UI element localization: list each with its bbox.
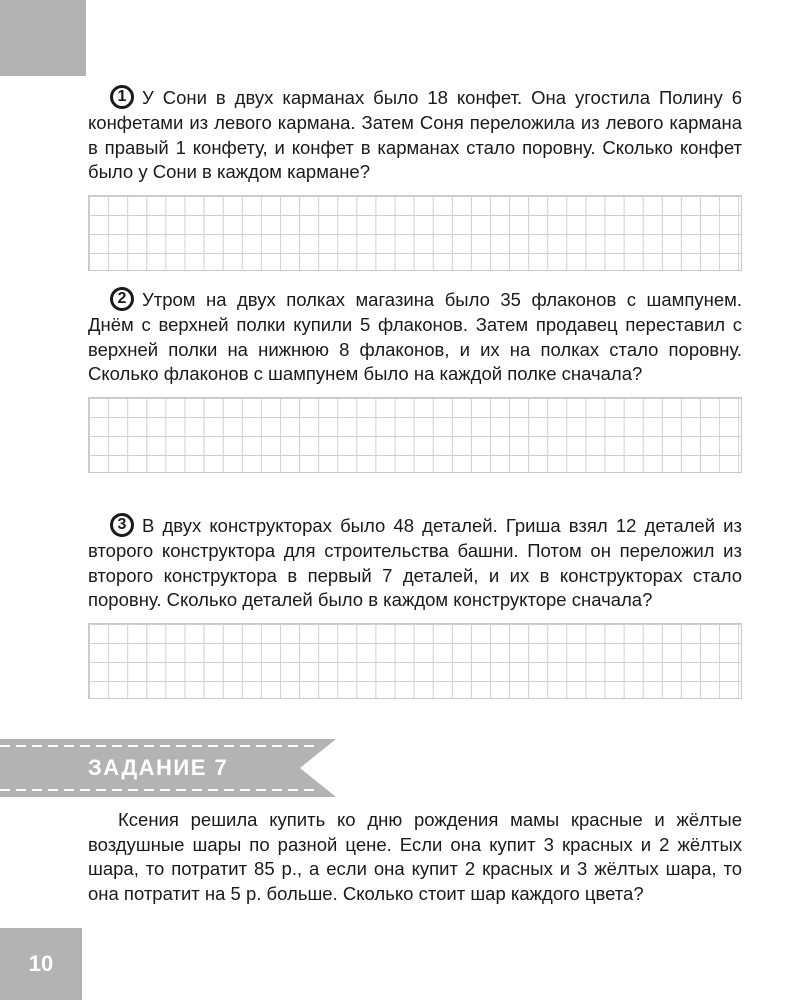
problem-2-number: 2 xyxy=(110,287,134,311)
task-banner xyxy=(0,739,336,797)
corner-decoration xyxy=(0,0,86,76)
task-text: Ксения решила купить ко дню рождения мамы красные и жёлтые воздушные шары по разной цене. Если она купит 3 красных и 2 жёлтых шара, то потратит 85 р., а если она купит 2 красных и 3 жёлтых шара, то она потратит на 5 р. больше. Сколько стоит шар каждого цвета? xyxy=(88,809,742,904)
problem-2-text: Утром на двух полках магазина было 35 флаконов с шампунем. Днём с верхней полки купили 5 флаконов. Затем продавец переставил с верхней полки на нижнюю 8 флаконов, и их на полках стало поровну. Сколько флаконов с шампунем было на каждой полке сначала? xyxy=(88,289,742,385)
task-title: ЗАДАНИЕ 7 xyxy=(88,755,229,780)
problem-1-number: 1 xyxy=(110,85,134,109)
problem-2-answer-grid[interactable] xyxy=(88,397,742,473)
problem-1-text: У Сони в двух карманах было 18 конфет. Она угостила Полину 6 конфетами из левого кармана. Затем Соня переложила из левого кармана в правый 1 конфету, и конфет в карманах стало поровну. Сколько конфет было у Сони в каждом кармане? xyxy=(88,87,742,183)
problem-3 xyxy=(88,514,742,699)
problem-2-text-block xyxy=(88,288,742,387)
problem-3-number: 3 xyxy=(110,513,134,537)
problem-3-text-block xyxy=(88,514,742,613)
problem-3-answer-grid[interactable] xyxy=(88,623,742,699)
problem-2 xyxy=(88,288,742,473)
problem-1 xyxy=(88,86,742,271)
page-number: 10 xyxy=(0,928,82,1000)
problem-1-text-block xyxy=(88,86,742,185)
problem-1-answer-grid[interactable] xyxy=(88,195,742,271)
problem-3-text: В двух конструкторах было 48 деталей. Гриша взял 12 деталей из второго конструктора для строительства башни. Потом он переложил из второго конструктора в первый 7 деталей, и их в конструкторах стало поровну. Сколько деталей было в каждом конструкторе сначала? xyxy=(88,515,742,611)
